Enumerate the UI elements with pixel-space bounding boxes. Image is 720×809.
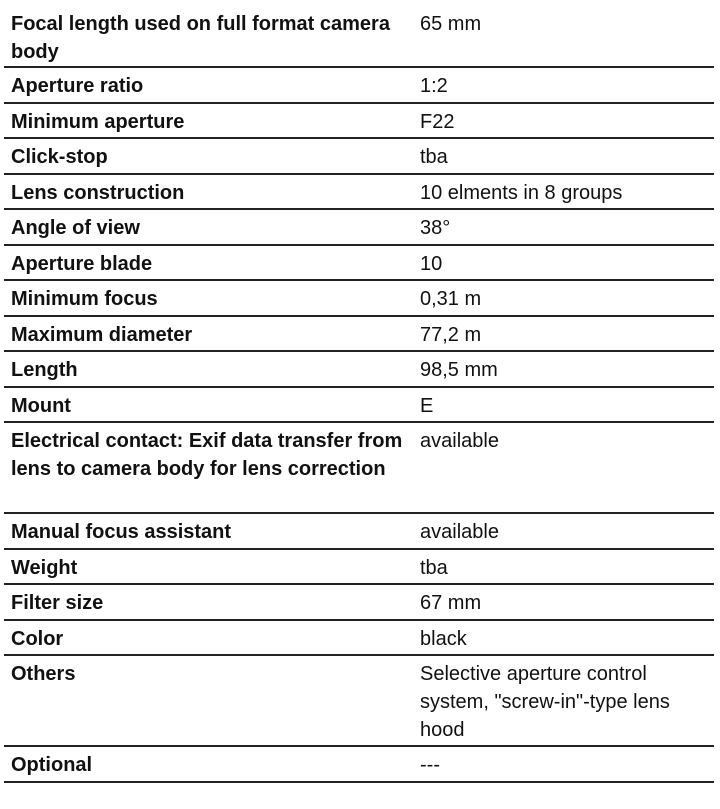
spec-value: 0,31 m: [420, 288, 482, 310]
spec-label: Optional: [11, 754, 93, 776]
spec-label: Focal length used on full format camera body: [11, 13, 390, 63]
spec-row-weight: [4, 550, 714, 585]
spec-label: Maximum diameter: [11, 324, 193, 346]
spec-label: Angle of view: [11, 217, 140, 239]
spec-value: 38°: [420, 217, 451, 239]
spec-value: tba: [420, 557, 448, 579]
spec-row-angle-of-view: [4, 210, 714, 246]
spec-value: F22: [420, 111, 455, 133]
spec-row-minimum-aperture: [4, 104, 714, 139]
spec-label: Mount: [11, 395, 71, 417]
spec-row-maximum-diameter: [4, 317, 714, 352]
spec-label: Electrical contact: Exif data transfer from lens to camera body for lens correction: [11, 430, 403, 480]
spec-value: E: [420, 395, 434, 417]
spec-value: 65 mm: [420, 13, 482, 35]
spec-label: Minimum focus: [11, 288, 158, 310]
spec-value: 10 elments in 8 groups: [420, 182, 623, 204]
spec-label: Minimum aperture: [11, 111, 185, 133]
spec-row-aperture-blade: [4, 246, 714, 281]
spec-label: Filter size: [11, 592, 104, 614]
spec-value: 77,2 m: [420, 324, 482, 346]
spec-table: [4, 4, 714, 783]
spec-value: 1:2: [420, 75, 448, 97]
spec-row-electrical-contact: [4, 423, 714, 514]
spec-label: Aperture blade: [11, 253, 153, 275]
spec-value: Selective aperture control system, "screw-in"-type lens hood: [420, 663, 670, 741]
spec-value: tba: [420, 146, 448, 168]
spec-row-length: [4, 352, 714, 388]
spec-row-color: [4, 621, 714, 656]
spec-label: Lens construction: [11, 182, 185, 204]
spec-row-click-stop: [4, 139, 714, 175]
spec-value: available: [420, 521, 499, 543]
spec-label: Aperture ratio: [11, 75, 144, 97]
spec-row-aperture-ratio: [4, 68, 714, 104]
spec-label: Weight: [11, 557, 78, 579]
spec-value: 67 mm: [420, 592, 482, 614]
spec-label: Color: [11, 628, 64, 650]
spec-label: Click-stop: [11, 146, 108, 168]
spec-row-filter-size: [4, 585, 714, 621]
spec-value: 10: [420, 253, 443, 275]
spec-row-minimum-focus: [4, 281, 714, 317]
spec-row-optional: [4, 747, 714, 783]
spec-label: Manual focus assistant: [11, 521, 232, 543]
spec-value: black: [420, 628, 467, 650]
spec-row-focal-length: [4, 4, 714, 68]
spec-label: Length: [11, 359, 78, 381]
spec-row-others: [4, 656, 714, 747]
spec-row-mount: [4, 388, 714, 423]
spec-value: 98,5 mm: [420, 359, 498, 381]
spec-row-manual-focus-assistant: [4, 514, 714, 550]
spec-label: Others: [11, 663, 76, 685]
spec-row-lens-construction: [4, 175, 714, 210]
spec-value: available: [420, 430, 499, 452]
spec-value: ---: [420, 754, 440, 776]
